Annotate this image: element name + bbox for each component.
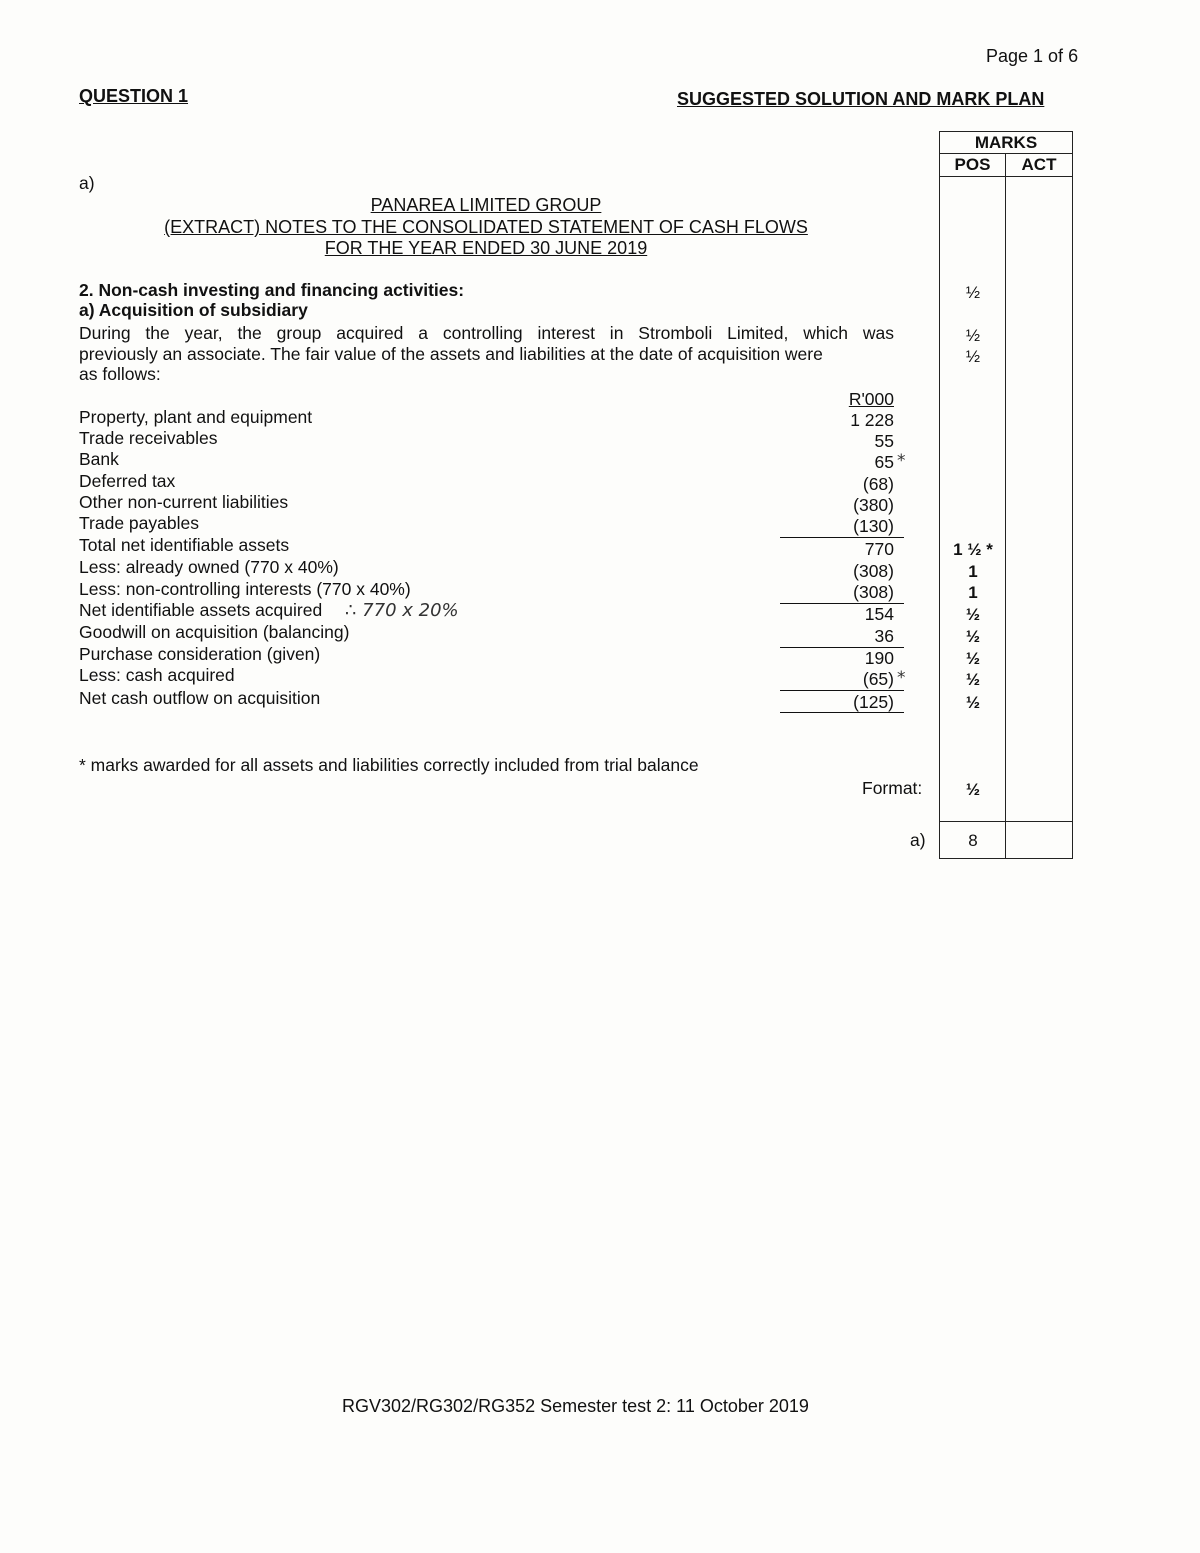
question-heading: QUESTION 1 [79, 86, 189, 106]
table-row-amount: (380) [853, 495, 894, 515]
table-row-mark: ½ [965, 670, 981, 689]
table-row-amount: (308) [853, 582, 894, 602]
table-row-label: Goodwill on acquisition (balancing) [79, 622, 350, 642]
table-row-mark: 1 [968, 562, 978, 581]
statement-title-3: FOR THE YEAR ENDED 30 JUNE 2019 [324, 238, 648, 258]
format-label: Format: [862, 778, 923, 798]
total-mark: 8 [968, 831, 978, 850]
table-row-amount: (65) [862, 669, 894, 689]
table-row-label: Bank [79, 449, 119, 469]
handwritten-note: ∴ 770 x 20% [345, 600, 459, 621]
table-row-label: Less: already owned (770 x 40%) [79, 557, 339, 577]
table-row-label: Net identifiable assets acquired [79, 600, 323, 620]
table-row-amount: (68) [862, 474, 894, 494]
total-rule [780, 712, 904, 713]
mark-para-2: ½ [965, 347, 981, 366]
table-row-mark: 1 [968, 583, 978, 602]
part-label: a) [79, 173, 95, 193]
table-row-mark: ½ [965, 605, 981, 624]
table-row-label: Property, plant and equipment [79, 407, 313, 427]
paragraph-line-2: previously an associate. The fair value of the assets and liabilities at the date of acquisition were [79, 344, 823, 364]
table-row-label: Net cash outflow on acquisition [79, 688, 321, 708]
note-subheading: a) Acquisition of subsidiary [79, 300, 308, 320]
table-row-label: Total net identifiable assets [79, 535, 290, 555]
table-row-label: Less: cash acquired [79, 665, 235, 685]
table-row-amount: 1 228 [850, 410, 894, 430]
table-row-label: Deferred tax [79, 471, 176, 491]
table-row-amount: (308) [853, 561, 894, 581]
table-row-label: Less: non-controlling interests (770 x 40%) [79, 579, 411, 599]
paragraph-line-3: as follows: [79, 364, 161, 384]
asterisk-mark: * [897, 668, 906, 688]
table-row-amount: 36 [874, 626, 894, 646]
note-heading: 2. Non-cash investing and financing activities: [79, 280, 465, 300]
marks-col-pos: POS [954, 155, 991, 174]
table-row-label: Trade payables [79, 513, 199, 533]
table-row-amount: 770 [864, 539, 894, 559]
subtotal-rule [780, 690, 904, 691]
statement-title-1: PANAREA LIMITED GROUP [370, 195, 602, 215]
marks-header: MARKS [974, 133, 1038, 152]
table-row-label: Other non-current liabilities [79, 492, 289, 512]
solution-title: SUGGESTED SOLUTION AND MARK PLAN [677, 89, 1045, 109]
marks-col-act: ACT [1021, 155, 1057, 174]
table-row-mark: ½ [965, 627, 981, 646]
table-row-label: Purchase consideration (given) [79, 644, 321, 664]
page-number: Page 1 of 6 [986, 46, 1079, 66]
total-label: a) [910, 830, 926, 850]
paragraph-line-1: During the year, the group acquired a controlling interest in Stromboli Limited, which was [79, 323, 894, 343]
table-row-amount: 55 [874, 431, 894, 451]
table-row-amount: 65 [874, 452, 894, 472]
footnote: * marks awarded for all assets and liabilities correctly included from trial balance [79, 755, 699, 775]
table-row-amount: 154 [864, 604, 894, 624]
table-row-mark: ½ [965, 693, 981, 712]
table-row-mark: 1 ½ * [953, 540, 993, 559]
currency-header: R'000 [848, 389, 894, 409]
subtotal-rule [780, 537, 904, 538]
table-row-amount: (130) [853, 516, 894, 536]
table-row-amount: 190 [864, 648, 894, 668]
table-row-mark: ½ [965, 649, 981, 668]
asterisk-mark: * [897, 451, 906, 471]
mark-heading: ½ [965, 283, 981, 302]
table-row-label: Trade receivables [79, 428, 218, 448]
format-mark: ½ [965, 780, 981, 799]
page-footer: RGV302/RG302/RG352 Semester test 2: 11 October 2019 [342, 1396, 809, 1416]
table-row-amount: (125) [853, 692, 894, 712]
mark-para-1: ½ [965, 326, 981, 345]
statement-title-2: (EXTRACT) NOTES TO THE CONSOLIDATED STATEMENT OF CASH FLOWS [164, 217, 808, 237]
